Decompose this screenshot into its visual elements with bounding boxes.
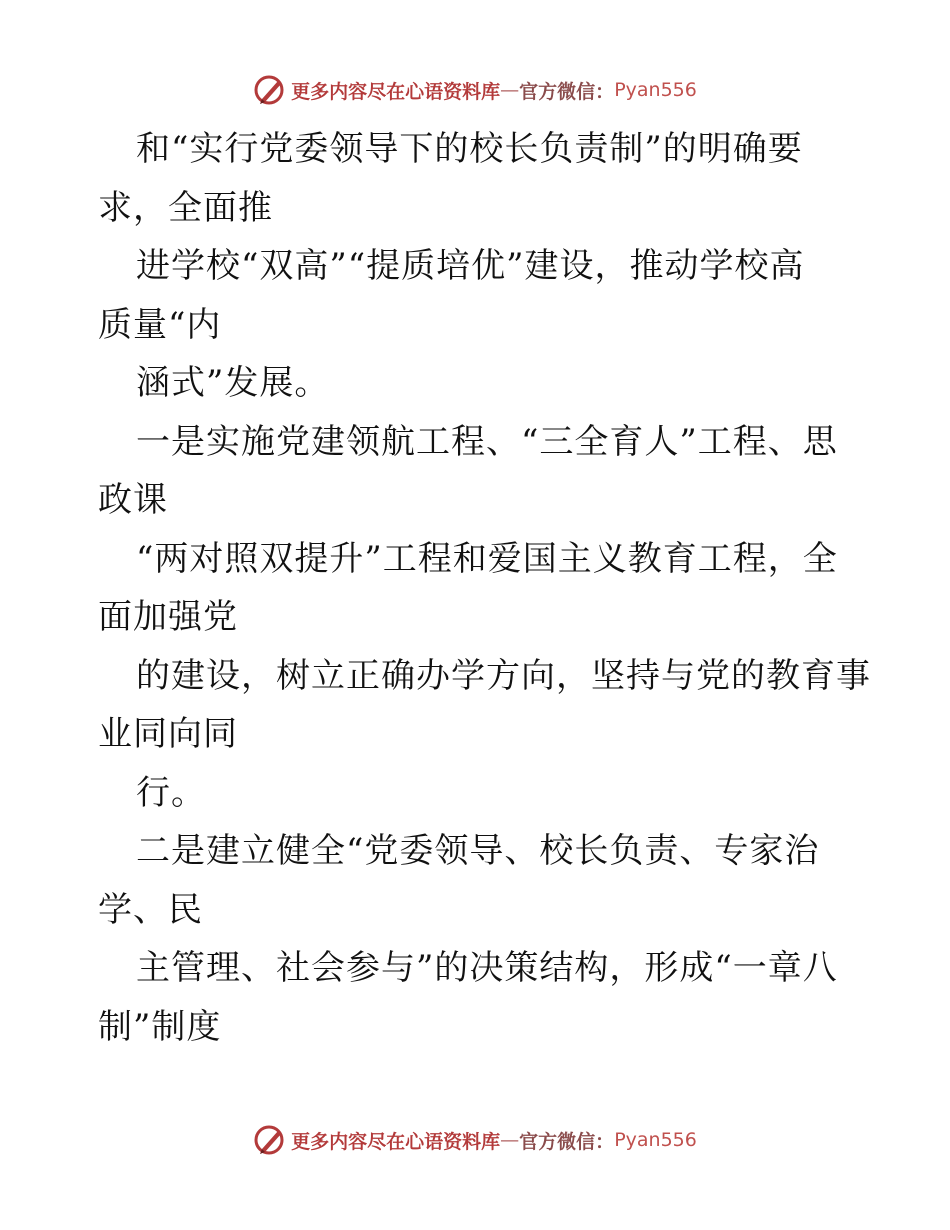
text-line: 制”制度 [98, 1006, 222, 1047]
watermark-dash: — [500, 79, 520, 101]
watermark-site-text: 更多内容尽在心语资料库 [291, 80, 501, 103]
pen-logo-icon [253, 1123, 287, 1157]
text-line: “两对照双提升”工程和爱国主义教育工程，全 [136, 538, 838, 579]
text-line: 的建设，树立正确办学方向，坚持与党的教育事 [136, 655, 871, 696]
text-line: 业同向同 [98, 714, 238, 754]
text-line: 进学校“双高”“提质培优”建设，推动学校高 [136, 246, 805, 286]
text-line: 主管理、社会参与”的决策结构，形成“一章八 [136, 948, 838, 988]
text-line: 二是建立健全“党委领导、校长负责、专家治 [136, 831, 820, 871]
text-line: 质量“内 [98, 304, 222, 345]
header-watermark [0, 70, 950, 110]
watermark-site-text: 更多内容尽在心语资料库 [291, 1130, 501, 1153]
watermark-wechat-id: Pyan556 [614, 1129, 697, 1151]
pen-logo-icon [253, 73, 287, 107]
text-line: 涵式”发展。 [136, 363, 330, 403]
footer-watermark [0, 1120, 950, 1160]
text-line: 行。 [136, 772, 206, 813]
text-line: 面加强党 [98, 597, 238, 637]
text-line: 学、民 [98, 889, 203, 930]
text-line: 政课 [98, 480, 168, 520]
watermark-wechat-id: Pyan556 [614, 79, 697, 101]
text-line: 一是实施党建领航工程、“三全育人”工程、思 [136, 421, 838, 462]
text-line: 和“实行党委领导下的校长负责制”的明确要 [136, 129, 803, 169]
watermark-wechat-label: 官方微信： [519, 80, 615, 103]
text-line: 求，全面推 [98, 187, 273, 228]
document-body [98, 120, 871, 1056]
watermark-wechat-label: 官方微信： [519, 1130, 615, 1153]
watermark-dash: — [500, 1129, 520, 1151]
